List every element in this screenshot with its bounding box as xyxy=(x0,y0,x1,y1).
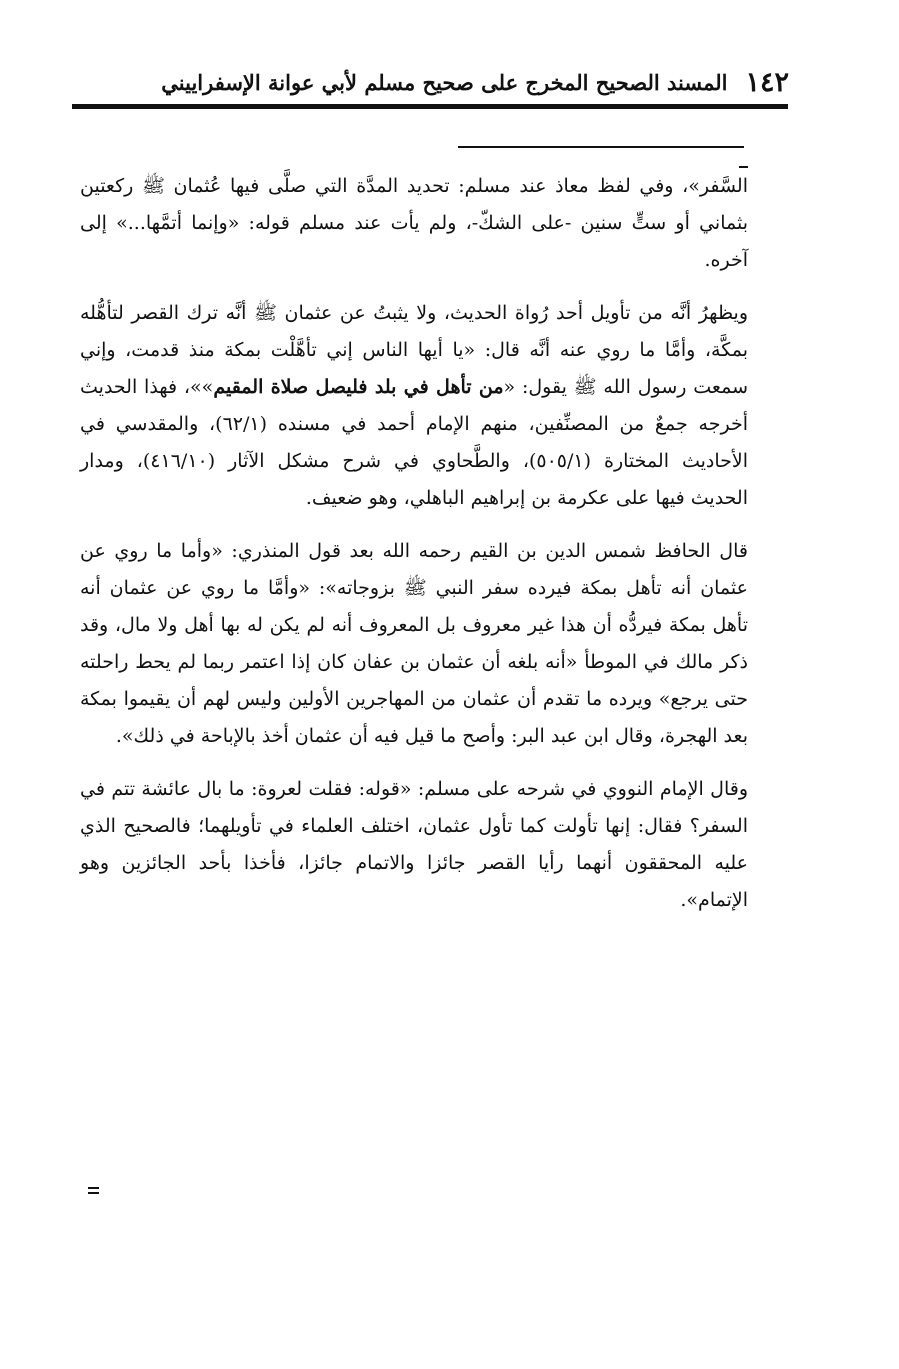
paragraph-text: قال الحافظ شمس الدين بن القيم رحمه الله بعد قول المنذري: «وأما ما روي عن عثمان أنه تأهل بمكة فيرده سفر النبي ﷺ بزوجاته»: «وأمَّا ما روي عن عثمان أنه تأهل بمكة فيردُّه أن هذا غير معروف بل المعروف أنه لم يكن له بها أهل ولا مال، وقد ذكر مالك في الموطأ «أنه بلغه أن عثمان بن عفان كان إذا اعتمر ربما لم يحط راحلته حتى يرجع» ويرده ما تقدم أن عثمان من المهاجرين الأولين وليس لهم أن يقيموا بمكة بعد الهجرة، وقال ابن عبد البر: وأصح ما قيل فيه أن عثمان أخذ بالإباحة في ذلك». xyxy=(80,540,748,747)
end-equals-mark xyxy=(88,1187,99,1194)
footnote-body xyxy=(80,168,748,935)
paragraph-1 xyxy=(80,168,748,279)
paragraph-4 xyxy=(80,771,748,919)
page-number: ١٤٢ xyxy=(745,67,789,98)
paragraph-3 xyxy=(80,533,748,755)
paragraph-text: وقال الإمام النووي في شرحه على مسلم: «قوله: فقلت لعروة: ما بال عائشة تتم في السفر؟ فقال: إنها تأولت كما تأول عثمان، اختلف العلماء في تأويلهما؛ فالصحيح الذي عليه المحققون أنهما رأيا القصر جائزا والاتمام جائزا، فأخذا بأحد الجائزين وهو الإتمام». xyxy=(80,778,748,911)
paragraph-text: ويظهرُ أنَّه من تأويل أحد رُواة الحديث، ولا يثبتُ عن عثمان ﷺ أنَّه ترك القصر لتأهُّله بمكَّة، وأمَّا ما روي عنه أنَّه قال: «يا أيها الناس إني تأهَّلْت بمكة منذ قدمت، وإني سمعت رسول الله ﷺ يقول: « xyxy=(80,302,748,398)
footnote-separator-rule xyxy=(458,146,744,148)
hadith-quote-bold: من تأهل في بلد فليصل صلاة المقيم xyxy=(213,376,504,398)
paragraph-2 xyxy=(80,295,748,517)
header-rule xyxy=(72,104,788,109)
paragraph-text: السَّفر»، وفي لفظ معاذ عند مسلم: تحديد المدَّة التي صلَّى فيها عُثمان ﷺ ركعتين بثماني أو ستٍّ سنين -على الشكّ-، ولم يأت عند مسلم قوله: «وإنما أتمَّها...» إلى آخره. xyxy=(80,175,748,271)
page-header xyxy=(160,62,789,102)
running-title: المسند الصحيح المخرج على صحيح مسلم لأبي عوانة الإسفراييني xyxy=(161,70,728,95)
paragraph-text: »»، فهذا الحديث أخرجه جمعٌ من المصنِّفين، منهم الإمام أحمد في مسنده (٦٢/١)، والمقدسي في الأحاديث المختارة (٥٠٥/١)، والطَّحاوي في شرح مشكل الآثار (٤١٦/١٠)، ومدار الحديث فيها على عكرمة بن إبراهيم الباهلي، وهو ضعيف. xyxy=(80,376,748,509)
